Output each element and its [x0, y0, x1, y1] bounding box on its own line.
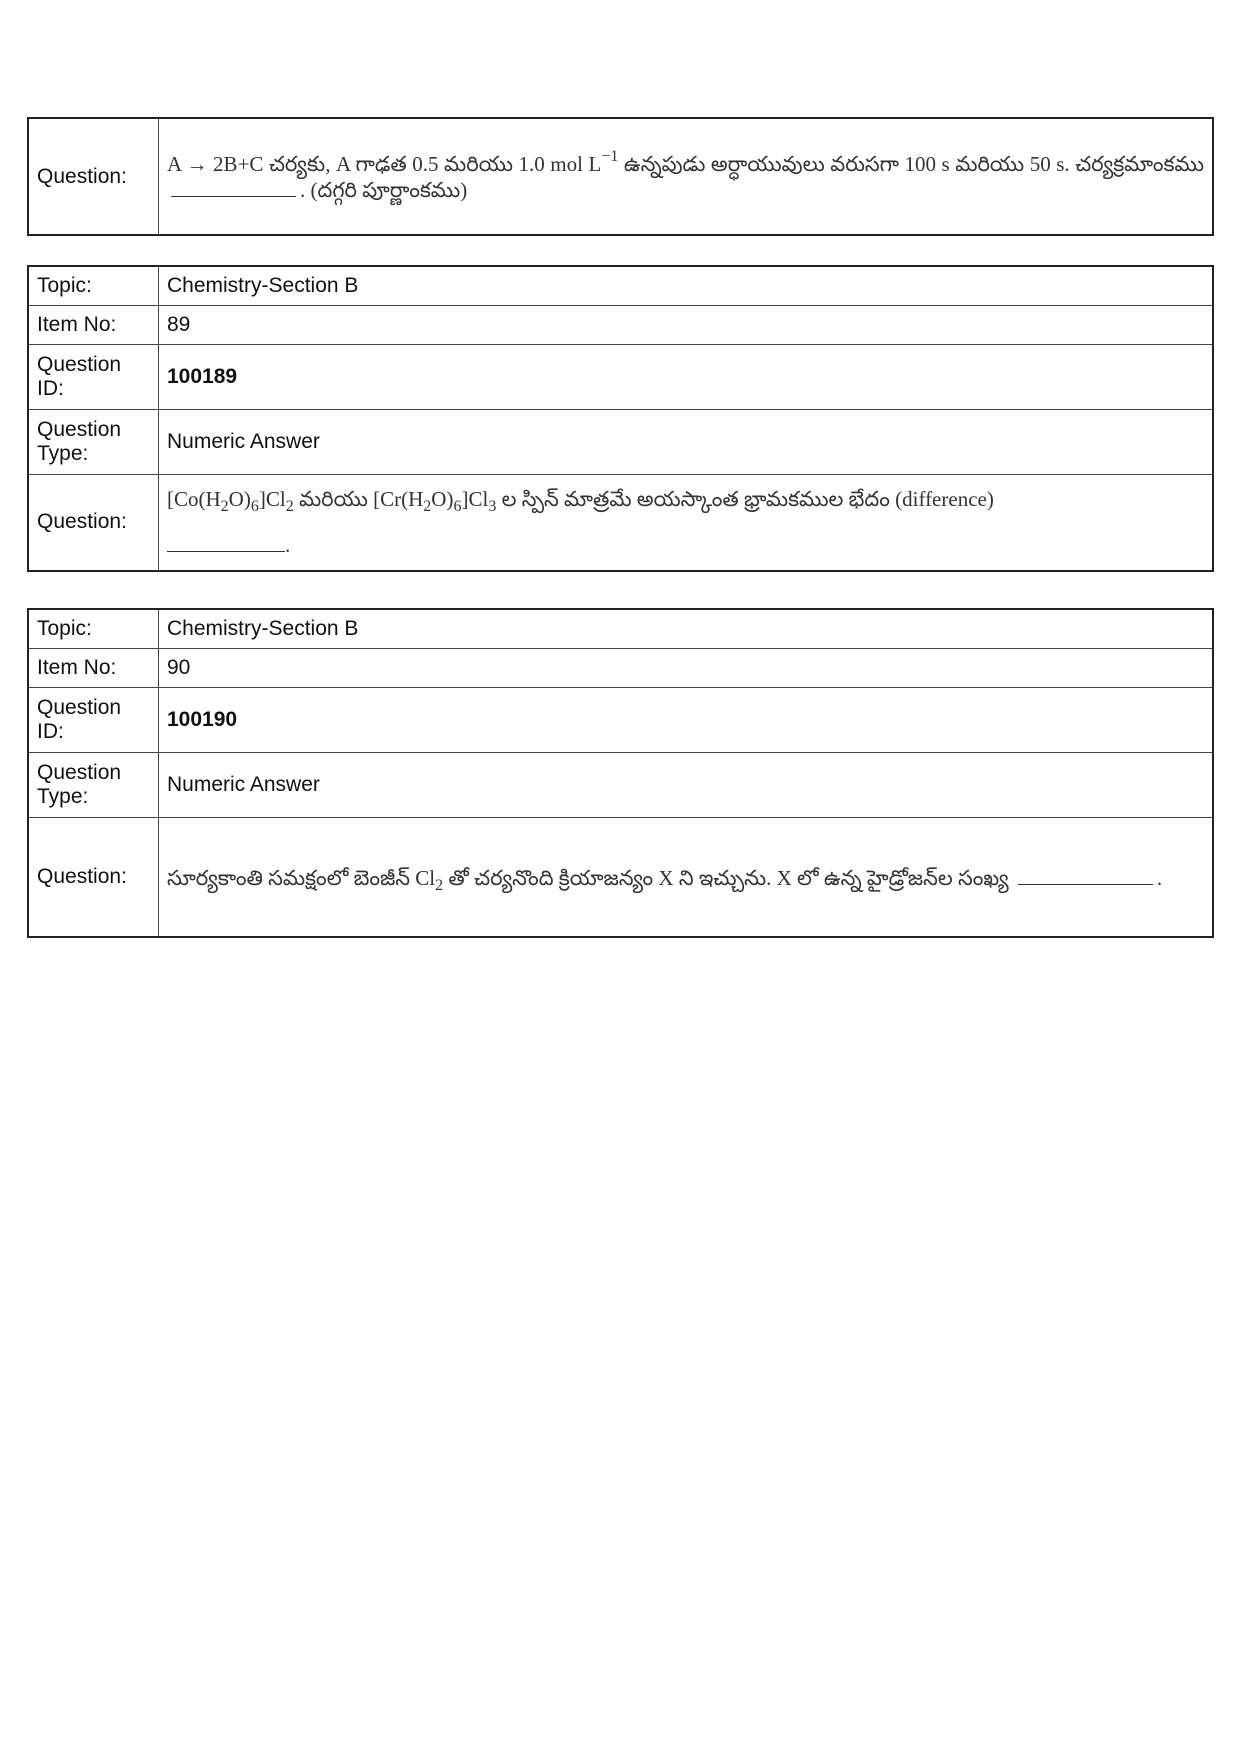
subscript: 6 — [453, 498, 462, 516]
subscript: 2 — [435, 876, 444, 894]
question-type-value: Numeric Answer — [159, 752, 1214, 817]
formula-part: O) — [228, 487, 251, 512]
question-text-part: . — [285, 533, 291, 558]
topic-value: Chemistry-Section B — [159, 609, 1214, 648]
question-text-part: . (దగ్గరి పూర్ణాంకము) — [300, 177, 468, 202]
subscript: 2 — [423, 498, 432, 516]
item-no-value: 90 — [159, 648, 1214, 687]
question-table-1 — [27, 117, 1214, 236]
question-table-2 — [27, 265, 1214, 572]
answer-blank — [171, 176, 296, 197]
question-text-part: సూర్యకాంతి సమక్షంలో బెంజీన్ Cl — [167, 865, 436, 890]
superscript: −1 — [601, 147, 619, 165]
question-id-label: Question ID: — [28, 344, 159, 409]
topic-value: Chemistry-Section B — [159, 266, 1214, 305]
question-text-part: మరియు — [293, 487, 374, 512]
question-text-part: ఉన్నపుడు అర్ధాయువులు వరుసగా 100 s మరియు 50 s. చర్యక్రమాంకము — [623, 151, 1205, 176]
subscript: 2 — [220, 498, 229, 516]
subscript: 6 — [250, 498, 259, 516]
question-text — [159, 118, 1214, 235]
formula-part: ]Cl — [461, 487, 489, 512]
formula-part: [Cr(H — [373, 487, 424, 512]
question-type-label: Question Type: — [28, 409, 159, 474]
topic-label: Topic: — [28, 266, 159, 305]
question-label: Question: — [28, 474, 159, 571]
question-text-part: A → 2B+C చర్యకు, A గాఢత 0.5 మరియు 1.0 mol L — [167, 151, 602, 176]
answer-blank — [1018, 864, 1153, 885]
question-type-label: Question Type: — [28, 752, 159, 817]
topic-label: Topic: — [28, 609, 159, 648]
item-no-label: Item No: — [28, 648, 159, 687]
subscript: 2 — [285, 498, 294, 516]
item-no-label: Item No: — [28, 305, 159, 344]
question-text — [159, 817, 1214, 937]
question-label: Question: — [28, 817, 159, 937]
question-label: Question: — [28, 118, 159, 235]
question-id-label: Question ID: — [28, 687, 159, 752]
question-text-part: ల స్పిన్ మాత్రమే అయస్కాంత భ్రామకముల భేదం (difference) — [496, 487, 994, 512]
subscript: 3 — [488, 498, 497, 516]
formula-part: [Co(H — [167, 487, 221, 512]
question-id-value: 100190 — [159, 687, 1214, 752]
question-table-3 — [27, 608, 1214, 938]
formula-part: ]Cl — [258, 487, 286, 512]
formula-part: O) — [431, 487, 454, 512]
question-text-part: . — [1156, 865, 1163, 890]
item-no-value: 89 — [159, 305, 1214, 344]
question-type-value: Numeric Answer — [159, 409, 1214, 474]
question-text-part: తో చర్యనొంది క్రియాజన్యం X ని ఇచ్చును. X లో ఉన్న హైడ్రోజన్‌ల సంఖ్య — [443, 865, 1009, 890]
question-text — [159, 474, 1214, 571]
question-id-value: 100189 — [159, 344, 1214, 409]
answer-blank — [167, 531, 285, 552]
